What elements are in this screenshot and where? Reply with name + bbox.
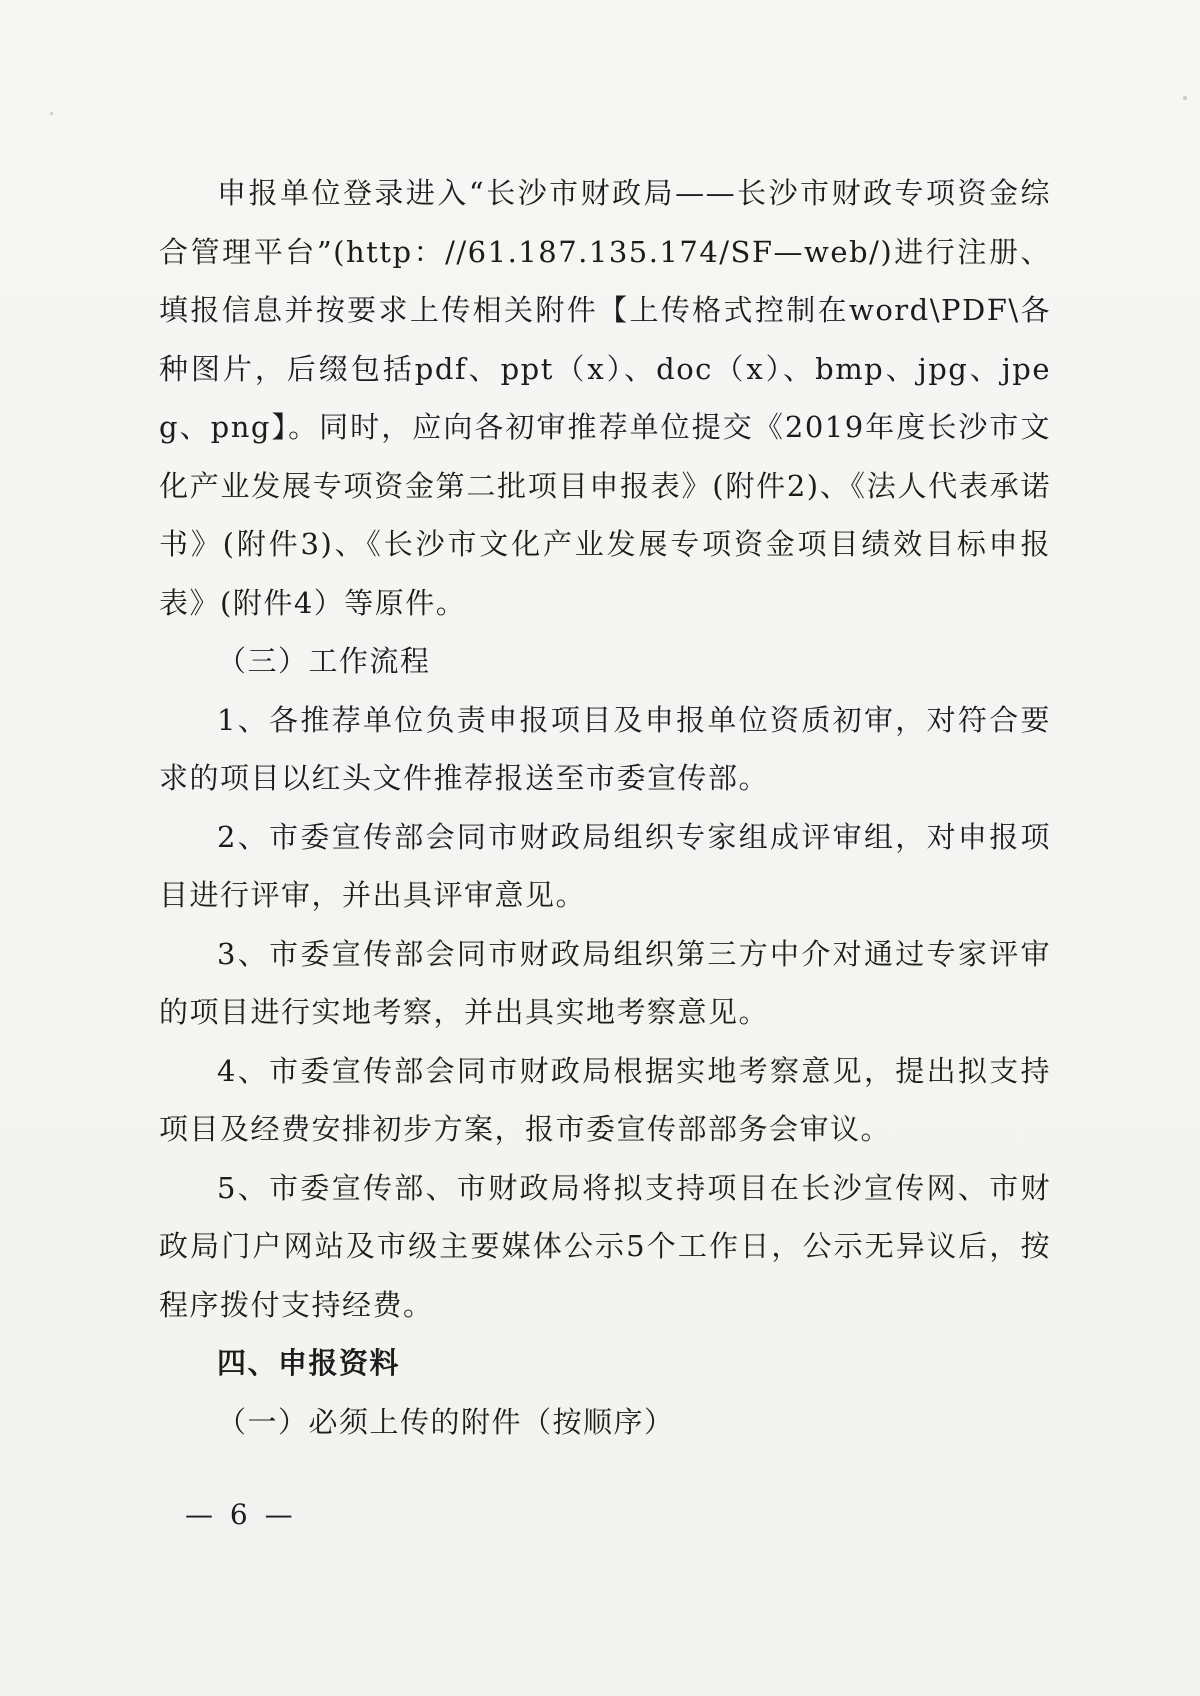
- heading-workflow: （三）工作流程: [217, 644, 431, 678]
- heading-application-materials: 四、申报资料: [217, 1346, 401, 1380]
- scan-speck: [1183, 96, 1187, 100]
- paragraph-step-4: 4、市委宣传部会同市财政局根据实地考察意见，提出拟支持项目及经费安排初步方案，报市委宣传部部务会审议。: [159, 1053, 1051, 1146]
- paragraph-step-1: 1、各推荐单位负责申报项目及申报单位资质初审，对符合要求的项目以红头文件推荐报送至市委宣传部。: [159, 702, 1051, 795]
- paragraph-step-5: 5、市委宣传部、市财政局将拟支持项目在长沙宣传网、市财政局门户网站及市级主要媒体公示5个工作日，公示无异议后，按程序拨付支持经费。: [159, 1170, 1051, 1322]
- scan-speck: [50, 112, 53, 115]
- document-body: [159, 164, 1051, 1451]
- paragraph-step-2: 2、市委宣传部会同市财政局组织专家组成评审组，对申报项目进行评审，并出具评审意见。: [159, 819, 1051, 912]
- paragraph-application-method: 申报单位登录进入“长沙市财政局——长沙市财政专项资金综合管理平台”(http：//61.187.135.174/SF—web/)进行注册、填报信息并按要求上传相关附件【上传格式控制在word\PDF\各种图片，后缀包括pdf、ppt（x）、doc（x）、bmp、jpg、jpeg、png】。同时，应向各初审推荐单位提交《2019年度长沙市文化产业发展专项资金第二批项目申报表》(附件2)、《法人代表承诺书》(附件3)、《长沙市文化产业发展专项资金项目绩效目标申报表》(附件4）等原件。: [159, 176, 1051, 620]
- page-number: — 6 —: [185, 1498, 297, 1531]
- paragraph-step-3: 3、市委宣传部会同市财政局组织第三方中介对通过专家评审的项目进行实地考察，并出具实地考察意见。: [159, 936, 1051, 1029]
- heading-required-attachments: （一）必须上传的附件（按顺序）: [217, 1404, 675, 1439]
